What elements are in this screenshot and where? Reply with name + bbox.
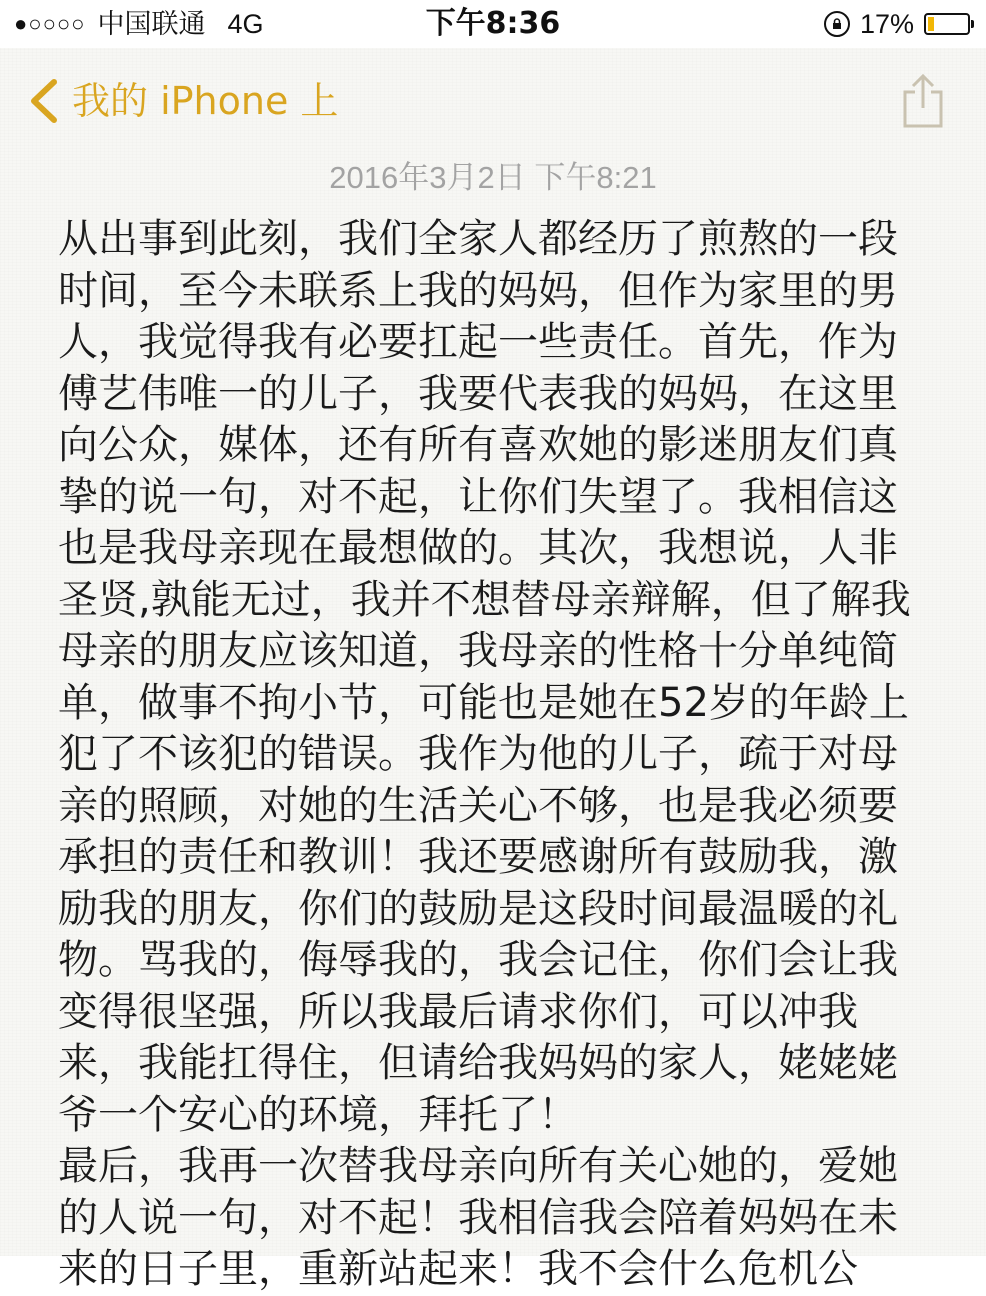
battery-level-fill [928, 17, 934, 31]
note-line: 单，做事不拘小节，可能也是她在52岁的年龄上 [58, 679, 909, 726]
battery-icon [924, 13, 970, 35]
note-line: 犯了不该犯的错误。我作为他的儿子，疏于对母 [58, 731, 898, 777]
note-line: 母亲的朋友应该知道，我母亲的性格十分单纯简 [58, 628, 898, 674]
note-line: 亲的照顾，对她的生活关心不够，也是我必须要 [58, 782, 898, 829]
battery-percent: 17% [859, 9, 914, 39]
note-line: 人，我觉得我有必要扛起一些责任。首先，作为 [58, 319, 898, 365]
carrier-name: 中国联通 [97, 9, 206, 39]
note-body[interactable] [58, 214, 938, 1292]
note-line: 物。骂我的，侮辱我的，我会记住，你们会让我 [58, 937, 898, 983]
lock-glyph [831, 18, 843, 30]
note-line: 变得很坚强，所以我最后请求你们，可以冲我 [58, 988, 858, 1035]
status-bar [0, 0, 986, 48]
network-type: 4G [227, 9, 264, 39]
back-button-label: 我的 iPhone 上 [72, 79, 339, 123]
note-line: 的人说一句，对不起！我相信我会陪着妈妈在未 [58, 1194, 898, 1241]
signal-dots-icon: ●○○○○ [14, 11, 86, 36]
note-line: 也是我母亲现在最想做的。其次，我想说，人非 [58, 525, 898, 571]
note-timestamp: 2016年3月2日 下午8:21 [329, 160, 657, 195]
orientation-lock-icon [824, 11, 850, 37]
status-right [824, 6, 970, 42]
note-line: 来的日子里，重新站起来！我不会什么危机公 [58, 1246, 858, 1292]
note-line: 爷一个安心的环境，拜托了！ [58, 1091, 578, 1138]
back-button[interactable] [26, 76, 338, 126]
note-line: 承担的责任和教训！我还要感谢所有鼓励我，激 [58, 834, 898, 880]
navigation-bar [0, 48, 986, 158]
note-line: 圣贤,孰能无过，我并不想替母亲辩解，但了解我 [58, 576, 911, 623]
note-line: 来，我能扛得住，但请给我妈妈的家人，姥姥姥 [58, 1040, 898, 1086]
status-time: 下午8:36 [425, 6, 561, 41]
note-line: 傅艺伟唯一的儿子，我要代表我的妈妈，在这里 [58, 370, 898, 417]
share-button[interactable] [898, 72, 948, 130]
note-line: 挚的说一句，对不起，让你们失望了。我相信这 [58, 473, 898, 520]
chevron-left-icon [26, 76, 62, 126]
note-line: 最后，我再一次替我母亲向所有关心她的，爱她 [58, 1143, 898, 1189]
note-line: 向公众，媒体，还有所有喜欢她的影迷朋友们真 [58, 422, 898, 468]
note-line: 时间，至今未联系上我的妈妈，但作为家里的男 [58, 267, 898, 314]
note-line: 从出事到此刻，我们全家人都经历了煎熬的一段 [58, 216, 898, 262]
note-line: 励我的朋友，你们的鼓励是这段时间最温暖的礼 [58, 885, 898, 932]
share-icon [898, 72, 948, 130]
